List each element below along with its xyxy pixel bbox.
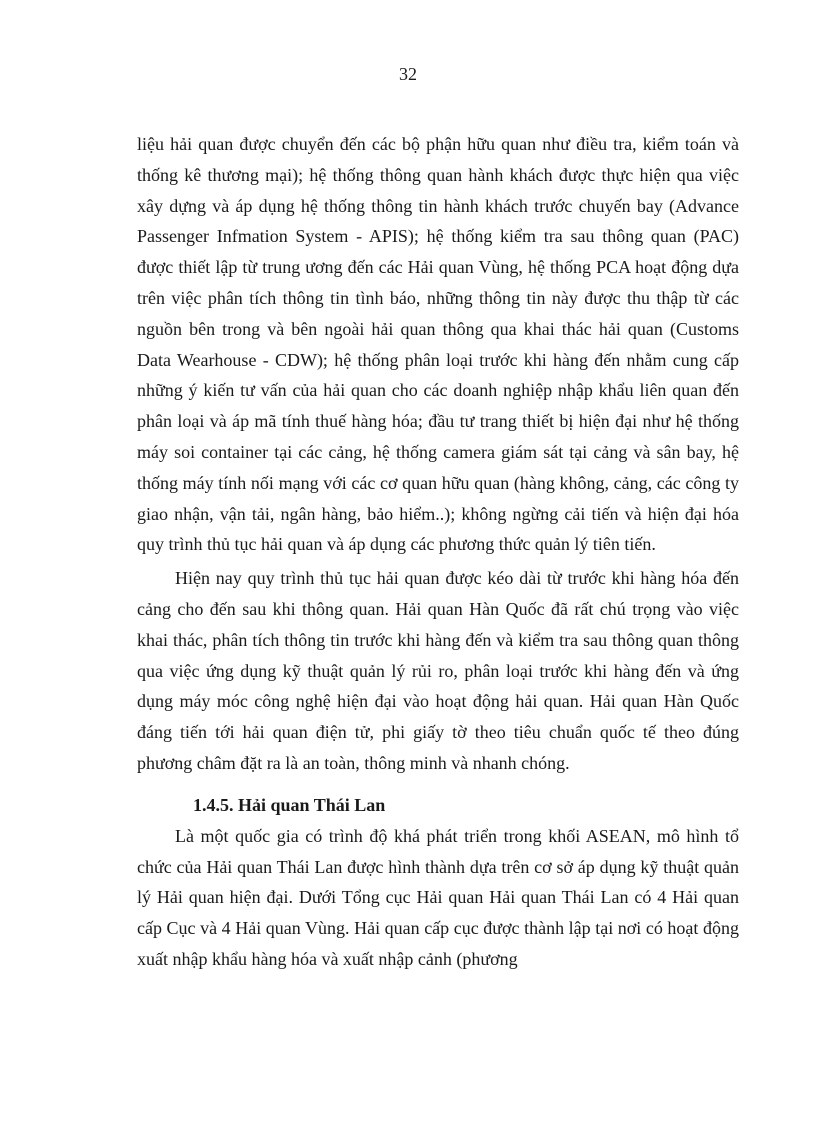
paragraph-korea-customs-procedure: Hiện nay quy trình thủ tục hải quan được kéo dài từ trước khi hàng hóa đến cảng cho đến sau khi thông quan. Hải quan Hàn Quốc đã rất chú trọng vào việc khai thác, phân tích thông tin trước khi hàng đến và kiểm tra sau thông quan thông qua việc ứng dụng kỹ thuật quản lý rủi ro, phân loại trước khi hàng đến và ứng dụng máy móc công nghệ hiện đại vào hoạt động hải quan. Hải quan Hàn Quốc đáng tiến tới hải quan điện tử, phi giấy tờ theo tiêu chuẩn quốc tế theo đúng phương châm đặt ra là an toàn, thông minh và nhanh chóng. [137, 568, 739, 773]
page-content [137, 129, 739, 975]
paragraph-customs-systems: liệu hải quan được chuyển đến các bộ phận hữu quan như điều tra, kiểm toán và thống kê thương mại); hệ thống thông quan hành khách được thực hiện qua việc xây dựng và áp dụng hệ thống thông tin hành khách trước chuyến bay (Advance Passenger Infmation System - APIS); hệ thống kiểm tra sau thông quan (PAC) được thiết lập từ trung ương đến các Hải quan Vùng, hệ thống PCA hoạt động dựa trên việc phân tích thông tin tình báo, những thông tin này được thu thập từ các nguồn bên trong và bên ngoài hải quan thông qua khai thác hải quan (Customs Data Wearhouse - CDW); hệ thống phân loại trước khi hàng đến nhằm cung cấp những ý kiến tư vấn của hải quan cho các doanh nghiệp nhập khẩu liên quan đến phân loại và áp mã tính thuế hàng hóa; đầu tư trang thiết bị hiện đại như hệ thống máy soi container tại các cảng, hệ thống camera giám sát tại cảng và sân bay, hệ thống máy tính nối mạng với các cơ quan hữu quan (hàng không, cảng, các công ty giao nhận, vận tải, ngân hàng, bảo hiểm..); không ngừng cải tiến và hiện đại hóa quy trình thủ tục hải quan và áp dụng các phương thức quản lý tiên tiến. [137, 134, 739, 555]
page-number: 32 [399, 64, 417, 84]
paragraph-thailand-customs: Là một quốc gia có trình độ khá phát triển trong khối ASEAN, mô hình tổ chức của Hải quan Thái Lan được hình thành dựa trên cơ sở áp dụng kỹ thuật quản lý Hải quan hiện đại. Dưới Tổng cục Hải quan Hải quan Thái Lan có 4 Hải quan cấp Cục và 4 Hải quan Vùng. Hải quan cấp cục được thành lập tại nơi có hoạt động xuất nhập khẩu hàng hóa và xuất nhập cảnh (phương [137, 825, 739, 969]
section-heading-thailand-customs: 1.4.5. Hải quan Thái Lan [193, 794, 386, 815]
